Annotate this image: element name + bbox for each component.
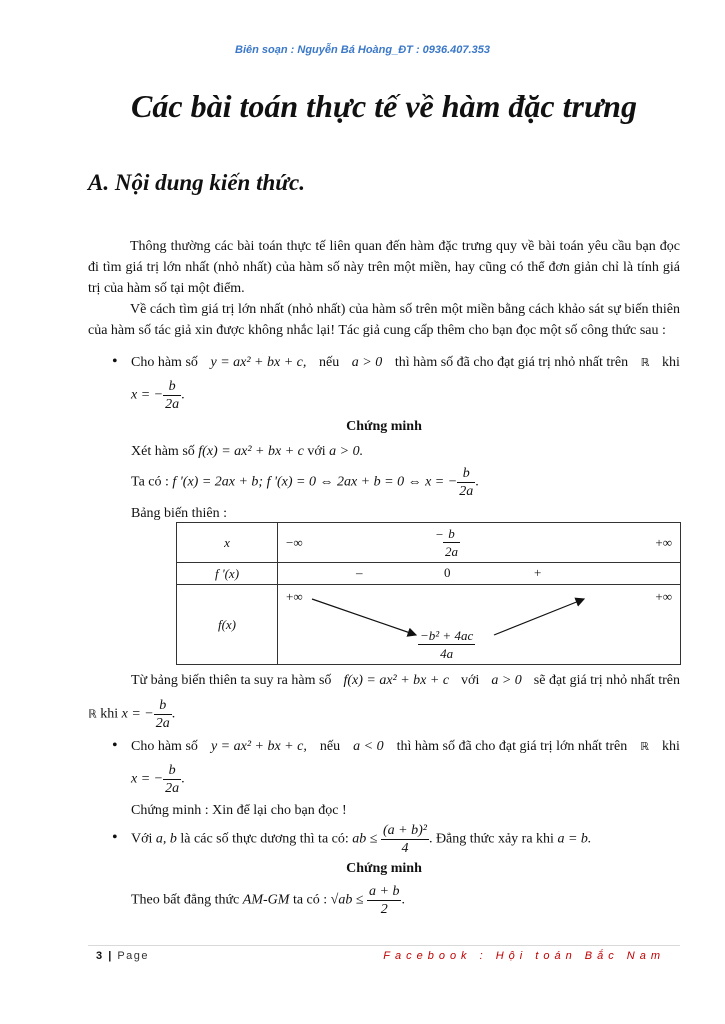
derivative-line: Ta có : f '(x) = 2ax + b; f '(x) = 0 ⇔ 2ax + b = 0 ⇔ x = − $\frac{b}{2a}$ .	[131, 466, 479, 499]
denominator: 2a	[445, 544, 458, 559]
page-header: Biên soạn : Nguyễn Bá Hoàng_ĐT : 0936.407.353	[235, 44, 490, 56]
real-set-symbol: ℝ	[88, 707, 97, 721]
formula: f '(x) = 2ax + b; f '(x) = 0 ⇔ 2ax + b = 0 ⇔ x = −	[172, 474, 458, 490]
text: Cho hàm số	[131, 355, 198, 370]
fraction	[163, 378, 181, 413]
pos-infinity: +∞	[655, 535, 672, 550]
footer-facebook: Facebook : Hội toán Bắc Nam	[383, 950, 665, 962]
condition: a < 0	[353, 739, 384, 754]
denominator: 2a	[165, 397, 180, 412]
page-title: Các bài toán thực tế về hàm đặc trưng	[131, 88, 637, 124]
plus-sign: +	[534, 565, 542, 580]
text: nếu	[319, 739, 341, 754]
text: với	[461, 673, 480, 688]
numerator: b	[154, 697, 172, 715]
increasing-arrow	[494, 599, 584, 635]
proof-title: Chứng minh	[346, 419, 422, 434]
variation-arrows	[278, 585, 682, 665]
denominator: 2a	[155, 716, 170, 731]
condition: a > 0	[491, 673, 522, 688]
neg-infinity: −∞	[286, 535, 303, 550]
fraction	[163, 762, 181, 797]
denominator: 4	[401, 841, 409, 856]
fraction	[381, 822, 429, 857]
text: là các số thực dương thì ta có:	[180, 831, 349, 847]
fprime-row	[278, 563, 681, 585]
pos-infinity-left: +∞	[286, 589, 303, 604]
denominator: 2	[380, 902, 388, 917]
text: khi	[662, 355, 680, 370]
x-header: x	[177, 523, 278, 563]
paragraph-intro: Thông thường các bài toán thực tế liên quan đến hàm đặc trưng quy về bài toán yêu cầu bạn đọc đi tìm giá trị lớn nhất (nhỏ nhất) của hàm số này trên một miền, hay cũng có thể đơn giản chỉ là tính giá trị của hàm số tại một điểm.	[88, 239, 680, 296]
x-row	[278, 523, 681, 563]
bullet-2-x-value: x = − $\frac{b}{2a}$ .	[131, 763, 185, 796]
conclusion-line-2: ℝ khi x = − $\frac{b}{2a}$ .	[88, 698, 176, 731]
inequality-lhs: √ab ≤	[330, 892, 364, 908]
text: khi	[100, 706, 119, 722]
variation-table-label: Bảng biến thiên :	[131, 506, 228, 521]
paragraph-method: Về cách tìm giá trị lớn nhất (nhỏ nhất) của hàm số trên một miền bằng cách khảo sát sự biến thiên của hàm số tác giả xin được không nhắc lại! Tác giả cung cấp thêm cho bạn đọc một số công thức sau :	[88, 302, 680, 338]
fprime-header: f '(x)	[177, 563, 278, 585]
fraction	[154, 697, 172, 732]
minus-sign: −	[435, 527, 444, 542]
text: sẽ đạt giá trị nhỏ nhất trên	[533, 673, 680, 688]
consider-function	[131, 441, 363, 462]
denominator: 4a	[440, 646, 454, 661]
bullet-dot: •	[112, 353, 118, 370]
numerator: b	[457, 465, 475, 483]
text: ta có :	[292, 892, 328, 908]
footer-divider	[88, 945, 680, 946]
fraction	[367, 883, 401, 918]
text: thì hàm số đã cho đạt giá trị lớn nhất trên	[396, 739, 628, 754]
bullet-2-line	[131, 736, 680, 757]
bullet-dot: •	[112, 737, 118, 754]
condition: a > 0	[351, 355, 383, 370]
condition: a > 0.	[329, 444, 364, 459]
conclusion-line	[131, 670, 680, 691]
numerator: b	[163, 762, 181, 780]
variation-table	[176, 522, 681, 665]
zero: 0	[444, 565, 451, 580]
text: với	[307, 444, 326, 459]
proof-title-2: Chứng minh	[346, 861, 422, 876]
numerator: (a + b)²	[382, 823, 427, 838]
section-heading: A. Nội dung kiến thức.	[88, 170, 305, 195]
formula: f(x) = ax² + bx + c	[198, 444, 304, 459]
text: Ta có :	[131, 474, 169, 490]
page-label: Page	[117, 950, 150, 962]
separator: |	[108, 950, 113, 962]
text: Với	[131, 831, 153, 847]
equality-condition: a = b.	[557, 831, 592, 847]
numerator: b	[443, 525, 460, 543]
formula: y = ax² + bx + c,	[210, 355, 307, 370]
denominator: 2a	[459, 484, 474, 499]
min-value	[418, 627, 475, 662]
text: Cho hàm số	[131, 739, 198, 754]
bullet-2-proof: Chứng minh : Xin để lại cho bạn đọc !	[131, 803, 347, 818]
text: Xét hàm số	[131, 444, 195, 459]
x-equals: x = −	[131, 771, 164, 787]
numerator: −b² + 4ac	[420, 628, 474, 643]
text: Từ bảng biến thiên ta suy ra hàm số	[131, 673, 332, 688]
fx-header: f(x)	[177, 585, 278, 665]
text: thì hàm số đã cho đạt giá trị nhỏ nhất trên	[394, 355, 629, 370]
fraction	[443, 525, 460, 560]
bullet-3-line	[131, 822, 591, 857]
inequality-name: AM-GM	[242, 892, 290, 908]
numerator: a + b	[369, 884, 400, 899]
denominator: 2a	[165, 781, 180, 796]
bullet-1-line	[131, 352, 680, 373]
bullet-dot: •	[112, 829, 118, 846]
page-number: 3	[96, 950, 104, 962]
real-set-symbol: ℝ	[640, 740, 649, 753]
text: khi	[662, 739, 680, 754]
text: nếu	[318, 355, 340, 370]
inequality-lhs: ab ≤	[352, 831, 378, 847]
formula: f(x) = ax² + bx + c	[343, 673, 450, 688]
numerator: b	[163, 378, 181, 396]
text: . Đẳng thức xảy ra khi	[428, 831, 554, 847]
bullet-1-x-value: x = − $\frac{b}{2a}$ .	[131, 379, 185, 412]
variables: a, b	[155, 831, 177, 847]
fraction	[457, 465, 475, 500]
formula: y = ax² + bx + c,	[210, 739, 307, 754]
x-equals: x = −	[121, 706, 154, 722]
text: Theo bất đẳng thức	[131, 892, 240, 908]
real-set-symbol: ℝ	[640, 356, 650, 369]
pos-infinity-right: +∞	[655, 589, 672, 604]
footer-page	[96, 950, 149, 962]
fx-row	[278, 585, 681, 665]
amgm-line: Theo bất đẳng thức AM-GM ta có : √ab ≤ $\frac{a + b}{2}$ .	[131, 884, 405, 917]
x-equals: x = −	[131, 387, 164, 403]
decreasing-arrow	[312, 599, 416, 635]
minus-sign: –	[356, 565, 363, 580]
